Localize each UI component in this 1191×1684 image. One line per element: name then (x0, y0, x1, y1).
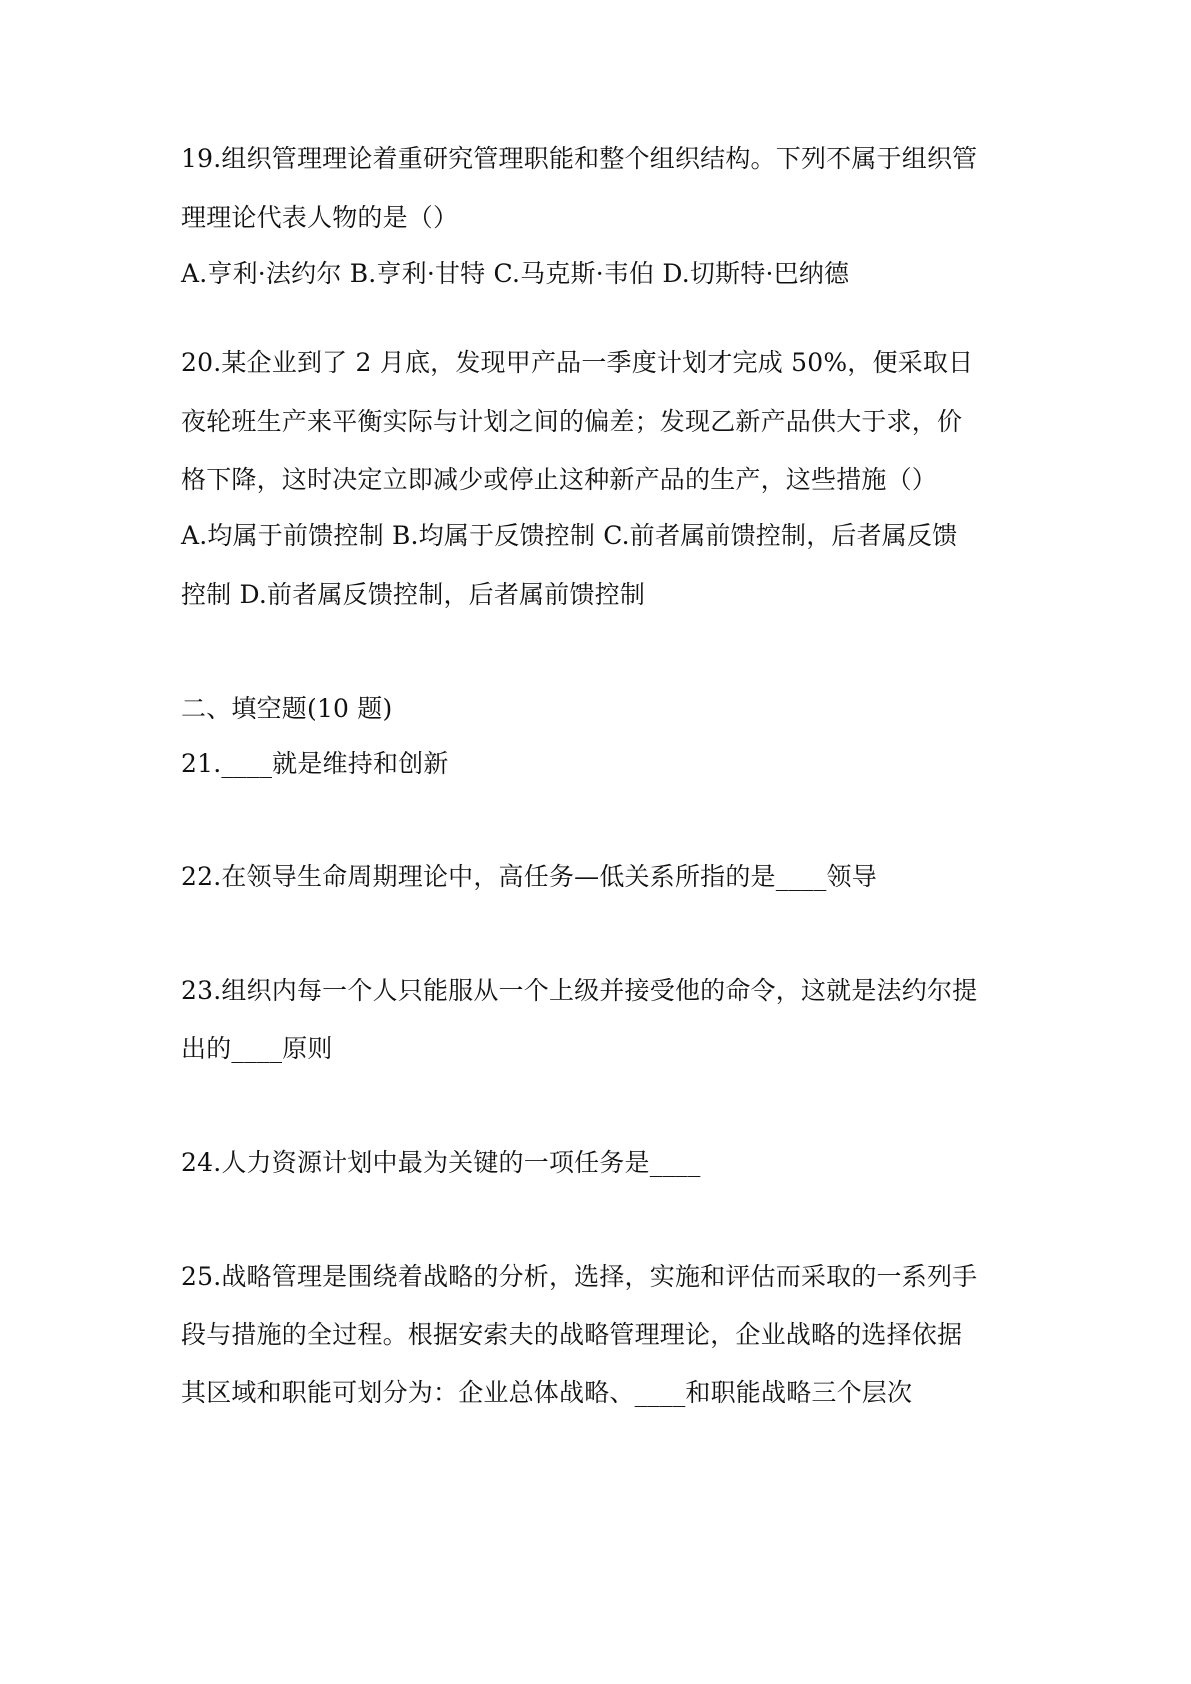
q21-text: 21.____就是维持和创新 (181, 749, 449, 778)
q20-options-line1: A.均属于前馈控制 B.均属于反馈控制 C.前者属前馈控制，后者属反馈 (181, 521, 958, 550)
q20-stem-line3: 格下降，这时决定立即减少或停止这种新产品的生产，这些措施（） (181, 465, 938, 494)
q20-stem-line1: 20.某企业到了 2 月底，发现甲产品一季度计划才完成 50%，便采取日 (181, 348, 974, 377)
q23-line1: 23.组织内每一个人只能服从一个上级并接受他的命令，这就是法约尔提 (181, 976, 978, 1005)
q25-line3: 其区域和职能可划分为：企业总体战略、____和职能战略三个层次 (181, 1378, 913, 1407)
q25-line2: 段与措施的全过程。根据安索夫的战略管理理论，企业战略的选择依据 (181, 1320, 963, 1349)
section-title: 二、填空题(10 题) (181, 694, 393, 723)
q22-text: 22.在领导生命周期理论中，高任务—低关系所指的是____领导 (181, 862, 877, 891)
q24-text: 24.人力资源计划中最为关键的一项任务是____ (181, 1148, 701, 1177)
q19-stem-line2: 理理论代表人物的是（） (181, 203, 459, 232)
q19-stem-line1: 19.组织管理理论着重研究管理职能和整个组织结构。下列不属于组织管 (181, 144, 978, 173)
q20-stem-line2: 夜轮班生产来平衡实际与计划之间的偏差；发现乙新产品供大于求，价 (181, 407, 963, 436)
q25-line1: 25.战略管理是围绕着战略的分析，选择，实施和评估而采取的一系列手 (181, 1262, 978, 1291)
q19-options: A.亨利·法约尔 B.亨利·甘特 C.马克斯·韦伯 D.切斯特·巴纳德 (181, 259, 850, 288)
q23-line2: 出的____原则 (181, 1034, 333, 1063)
q20-options-line2: 控制 D.前者属反馈控制，后者属前馈控制 (181, 580, 646, 609)
